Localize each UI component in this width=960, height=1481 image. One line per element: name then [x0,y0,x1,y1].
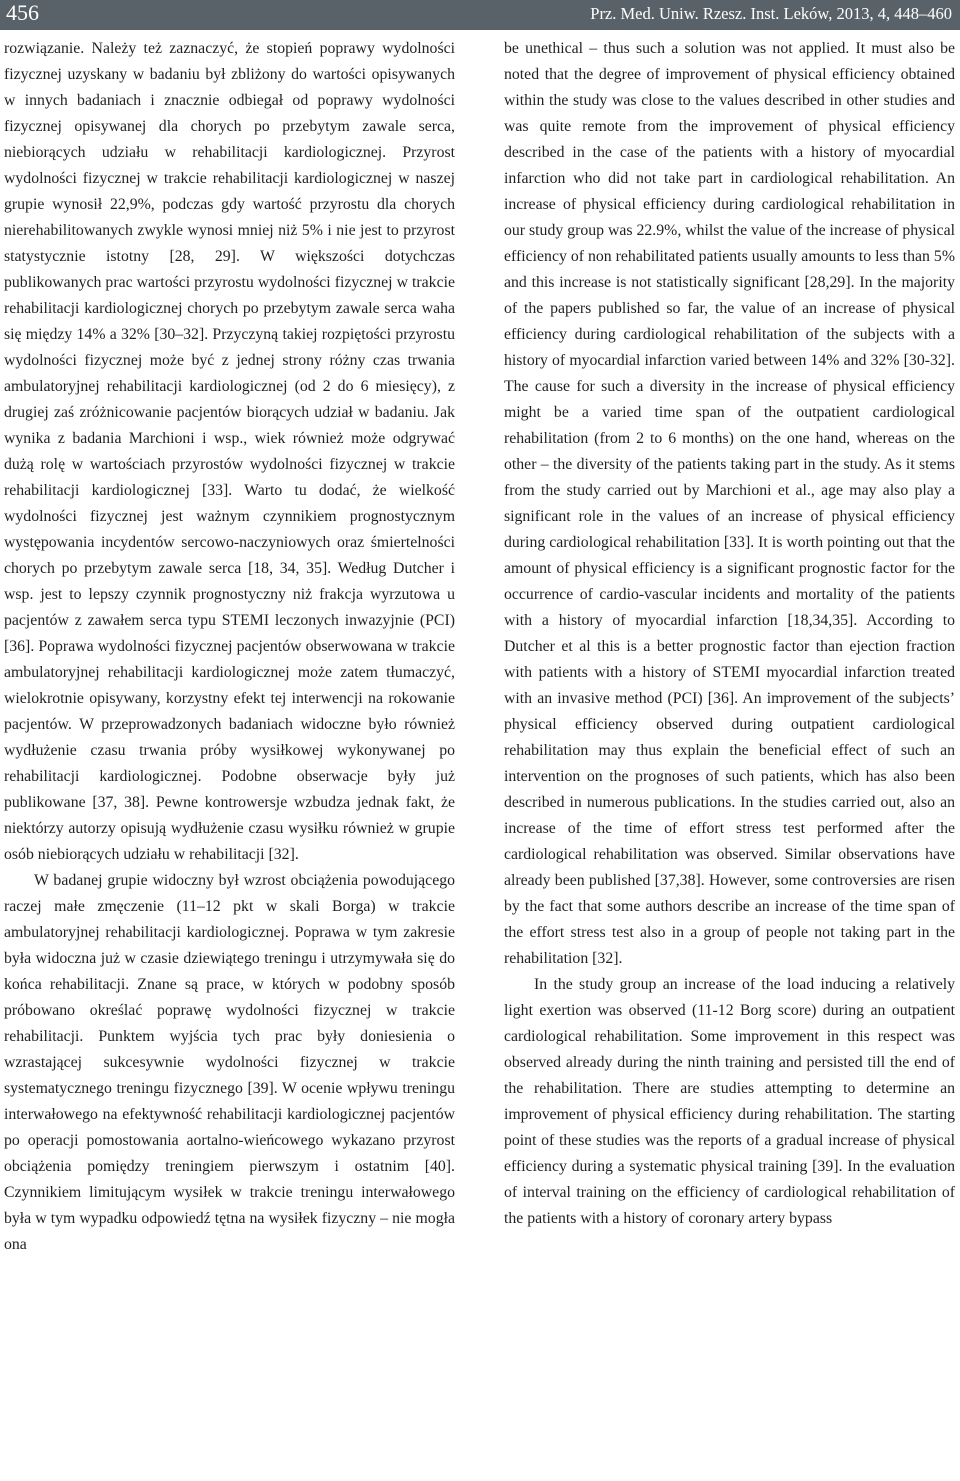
page-number: 456 [6,0,39,25]
paragraph: rozwiązanie. Należy też zaznaczyć, że stopień poprawy wydolności fizycznej uzyskany w badaniu był zbliżony do wartości opisywanych w innych badaniach i znacznie odbiegał od poprawy wydolności fizycznej opisywanej dla chorych po przebytym zawale serca, niebiorących udziału w rehabilitacji kardiologicznej. Przyrost wydolności fizycznej w trakcie rehabilitacji kardiologicznej w naszej grupie wynosił 22,9%, podczas gdy wartość przyrostu dla chorych nierehabilitowanych zwykle wynosi mniej niż 5% i nie jest to przyrost statystycznie istotny [28, 29]. W większości dotychczas publikowanych prac wartości przyrostu wydolności fizycznej w trakcie rehabilitacji kardiologicznej chorych po przebytym zawale serca waha się między 14% a 32% [30–32]. Przyczyną takiej rozpiętości przyrostu wydolności fizycznej może być z jednej strony różny czas trwania ambulatoryjnej rehabilitacji kardiologicznej (od 2 do 6 miesięcy), z drugiej zaś zróżnicowanie pacjentów biorących udział w badaniu. Jak wynika z badania Marchioni i wsp., wiek również może odgrywać dużą rolę w wartościach przyrostów wydolności fizycznej w trakcie rehabilitacji kardiologicznej [33]. Warto tu dodać, że wielkość wydolności fizycznej jest ważnym czynnikiem prognostycznym występowania incydentów sercowo-naczyniowych oraz śmiertelności chorych po przebytym zawale serca [18, 34, 35]. Według Dutcher i wsp. jest to lepszy czynnik prognostyczny niż frakcja wyrzutowa u pacjentów z zawałem serca typu STEMI leczonych inwazyjnie (PCI) [36]. Poprawa wydolności fizycznej pacjentów obserwowana w trakcie ambulatoryjnej rehabilitacji kardiologicznej może zatem tłumaczyć, wielokrotnie opisywany, korzystny efekt tej interwencji na rokowanie pacjentów. W przeprowadzonych badaniach widoczne było również wydłużenie czasu trwania próby wysiłkowej wykonywanej po rehabilitacji kardiologicznej. Podobne obserwacje były już publikowane [37, 38]. Pewne kontrowersje wzbudza jednak fakt, że niektórzy autorzy opisują wydłużenie czasu wysiłku również w grupie osób niebiorących udziału w rehabilitacji [32]. [4,40,455,863]
right-column-english [504,36,955,1232]
running-header [0,0,960,30]
left-column-polish [4,36,455,1258]
paragraph: In the study group an increase of the load inducing a relatively light exertion was observed (11-12 Borg score) during an outpatient cardiological rehabilitation. Some improvement in this respect was observed already during the ninth training and persisted till the end of the rehabilitation. There are studies attempting to determine an improvement of physical efficiency during rehabilitation. The starting point of these studies was the reports of a gradual increase of physical efficiency during a systematic physical training [39]. In the evaluation of interval training on the efficiency of cardiological rehabilitation of the patients with a history of coronary artery bypass [504,976,955,1227]
paragraph: W badanej grupie widoczny był wzrost obciążenia powodującego raczej małe zmęczenie (11–12 pkt w skali Borga) w trakcie ambulatoryjnej rehabilitacji kardiologicznej. Poprawa w tym zakresie była widoczna już w czasie dziewiątego treningu i utrzymywała się do końca rehabilitacji. Znane są prace, w których w podobny sposób próbowano określać poprawę wydolności fizycznej w trakcie rehabilitacji. Punktem wyjścia tych prac były doniesienia o wzrastającej sukcesywnie wydolności fizycznej w trakcie systematycznego treningu fizycznego [39]. W ocenie wpływu treningu interwałowego na efektywność rehabilitacji kardiologicznej pacjentów po operacji pomostowania aortalno-wieńcowego wykazano przyrost obciążenia pomiędzy treningiem pierwszym i ostatnim [40]. Czynnikiem limitującym wysiłek w trakcie treningu interwałowego była w tym wypadku odpowiedź tętna na wysiłek fizyczny – nie mogła ona [4,872,455,1253]
paragraph: be unethical – thus such a solution was not applied. It must also be noted that the degree of improvement of physical efficiency obtained within the study was close to the values described in other studies and was quite remote from the improvement of physical efficiency described in the case of the patients with a history of myocardial infarction who did not take part in cardiological rehabilitation. An increase of physical efficiency during cardiological rehabilitation in our study group was 22.9%, whilst the value of the increase of physical efficiency of non rehabilitated patients usually amounts to less than 5% and this increase is not statistically significant [28,29]. In the majority of the papers published so far, the value of an increase of physical efficiency during cardiological rehabilitation of the subjects with a history of myocardial infarction varied between 14% and 32% [30-32]. The cause for such a diversity in the increase of physical efficiency might be a varied time span of the outpatient cardiological rehabilitation (from 2 to 6 months) on the one hand, whereas on the other – the diversity of the patients taking part in the study. As it stems from the study carried out by Marchioni et al., age may also play a significant role in the values of an increase of physical efficiency during cardiological rehabilitation [33]. It is worth pointing out that the amount of physical efficiency is a significant prognostic factor for the occurrence of cardio-vascular incidents and mortality of the patients with a history of myocardial infarction [18,34,35]. According to Dutcher et al this is a better prognostic factor than ejection fraction with patients with a history of STEMI myocardial infarction treated with an invasive method (PCI) [36]. An improvement of the subjects’ physical efficiency observed during outpatient cardiological rehabilitation may thus explain the beneficial effect of such an intervention on the prognoses of such patients, which has also been described in numerous publications. In the studies carried out, also an increase of the time of effort stress test performed after the cardiological rehabilitation was observed. Similar observations have already been published [37,38]. However, some controversies are risen by the fact that some authors describe an increase of the time span of the effort stress test also in a group of people not taking part in the rehabilitation [32]. [504,40,955,967]
journal-citation: Prz. Med. Uniw. Rzesz. Inst. Leków, 2013, 4, 448–460 [590,4,952,23]
